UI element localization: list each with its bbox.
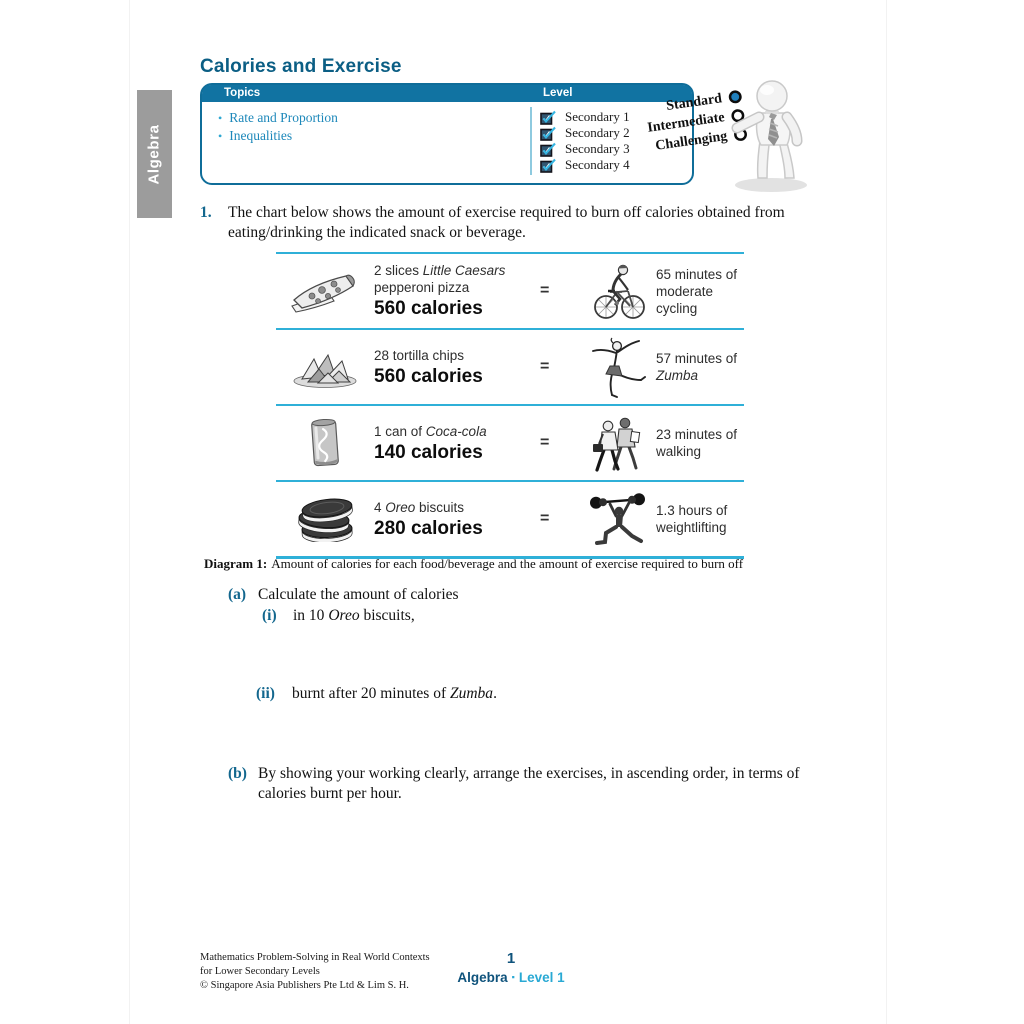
exercise-line2 — [656, 283, 744, 317]
exercise-line1: 1.3 hours of — [656, 503, 728, 518]
diagram-caption — [204, 556, 743, 572]
calorie-value: 280 calories — [374, 517, 483, 539]
equals-sign: = — [540, 434, 550, 451]
level-label: Secondary 3 — [565, 141, 630, 156]
topic-label: Rate and Proportion — [229, 110, 338, 125]
food-text: biscuits — [415, 499, 465, 515]
part-a-text: Calculate the amount of calories — [258, 586, 459, 603]
food-icon-cell — [276, 414, 374, 472]
food-name — [374, 347, 540, 364]
topics-header: Topics — [224, 87, 261, 99]
question-intro: The chart below shows the amount of exercise required to burn off calories obtained from eating/drinking the indicated snack or beverage. — [228, 204, 785, 241]
food-icon-cell — [276, 268, 374, 314]
footer-level: Level 1 — [518, 970, 565, 985]
exercise-description — [656, 502, 744, 536]
box-header-bar — [202, 85, 692, 102]
part-a-ii-text — [292, 684, 497, 704]
food-icon-cell — [276, 345, 374, 389]
imprint-line: Mathematics Problem-Solving in Real World Contexts — [200, 952, 430, 963]
oreo-icon — [291, 496, 359, 542]
footer-center — [400, 950, 622, 985]
food-description — [374, 347, 540, 388]
exercise-line2 — [656, 443, 744, 460]
sidebar-tab-algebra — [137, 90, 172, 218]
food-name-line2: pepperoni pizza — [374, 280, 470, 295]
page-title: Calories and Exercise — [200, 56, 402, 77]
exercise-description — [656, 426, 744, 460]
level-label: Secondary 2 — [565, 125, 630, 140]
food-text: 1 can of — [374, 423, 426, 439]
difficulty-label: Challenging — [654, 128, 729, 154]
exercise-icon-cell — [578, 336, 656, 398]
diagram-caption-text: Amount of calories for each food/beverage and the amount of exercise required to burn off — [271, 556, 744, 571]
square-bullet-icon: ▪ — [511, 972, 515, 982]
part-text: in 10 — [293, 607, 329, 624]
food-description — [374, 499, 540, 540]
checked-checkbox-icon — [540, 110, 556, 125]
food-icon-cell — [276, 496, 374, 542]
part-text: . — [493, 685, 497, 702]
footer-breadcrumb — [400, 970, 622, 985]
part-b-label: (b) — [228, 765, 247, 782]
level-header: Level — [543, 87, 573, 99]
food-description — [374, 423, 540, 464]
question-number: 1. — [200, 204, 212, 221]
cycling-icon — [586, 261, 648, 321]
food-brand: Coca-cola — [425, 423, 487, 439]
food-name — [374, 499, 540, 516]
part-text-italic: Oreo — [328, 607, 360, 624]
figurine-icon — [727, 77, 812, 195]
diagram-row-cola — [276, 406, 744, 482]
part-text-italic: Zumba — [449, 685, 494, 702]
part-text: biscuits, — [359, 607, 415, 624]
topic-label: Inequalities — [229, 128, 293, 143]
weightlifting-icon — [586, 490, 648, 548]
calorie-value: 560 calories — [374, 365, 483, 387]
calorie-exercise-diagram — [276, 252, 744, 559]
zumba-icon — [588, 336, 646, 398]
imprint — [200, 951, 430, 993]
food-text: 2 slices — [374, 263, 423, 278]
walking-icon — [587, 414, 647, 472]
diagram-row-chips — [276, 330, 744, 406]
page-edge-right — [886, 0, 887, 1024]
imprint-line: © Singapore Asia Publishers Pte Ltd & Lim S. H. — [200, 980, 409, 991]
calorie-value: 140 calories — [374, 441, 483, 463]
exercise-icon-cell — [578, 490, 656, 548]
calorie-value: 560 calories — [374, 298, 483, 319]
food-text: 4 — [374, 499, 386, 515]
page-number: 1 — [506, 950, 516, 967]
food-name — [374, 423, 540, 440]
pizza-icon — [290, 268, 360, 314]
equals-sign: = — [540, 282, 550, 299]
footer-section: Algebra — [457, 970, 508, 985]
equals-sign: = — [540, 510, 550, 527]
exercise-description — [656, 266, 744, 317]
exercise-description — [656, 350, 744, 384]
part-a-label: (a) — [228, 586, 247, 603]
tortilla-chips-icon — [290, 345, 360, 389]
diagram-row-oreo — [276, 482, 744, 559]
level-label: Secondary 1 — [565, 109, 630, 124]
diagram-caption-label: Diagram 1: — [204, 556, 268, 571]
diagram-row-pizza — [276, 254, 744, 330]
food-text: 28 tortilla chips — [374, 347, 465, 363]
imprint-line: for Lower Secondary Levels — [200, 965, 320, 977]
topic-item — [218, 127, 338, 145]
exercise-line2 — [656, 519, 744, 536]
cola-can-icon — [304, 414, 346, 472]
bullet-icon: • — [218, 129, 223, 143]
exercise-text: moderate cycling — [656, 283, 714, 316]
part-a-i-label: (i) — [262, 607, 277, 624]
part-a-i-text — [293, 606, 415, 626]
difficulty-label: Intermediate — [646, 109, 726, 136]
food-description — [374, 262, 540, 320]
food-brand: Little Caesars — [422, 263, 506, 278]
exercise-text-italic: Zumba — [656, 368, 699, 383]
exercise-line1: 23 minutes of — [656, 427, 738, 442]
exercise-icon-cell — [578, 414, 656, 472]
exercise-line1: 57 minutes of — [656, 351, 738, 366]
checked-checkbox-icon — [540, 126, 556, 141]
checked-checkbox-icon — [540, 158, 556, 173]
exercise-line1: 65 minutes of — [656, 266, 738, 282]
topics-list — [218, 109, 338, 145]
part-a-ii-label: (ii) — [256, 685, 275, 702]
part-text: burnt after 20 minutes of — [292, 685, 450, 702]
bullet-icon: • — [218, 111, 223, 125]
sidebar-tab-label: Algebra — [146, 123, 163, 185]
exercise-icon-cell — [578, 261, 656, 321]
food-name — [374, 262, 540, 279]
exercise-line2 — [656, 367, 744, 384]
equals-sign: = — [540, 358, 550, 375]
exercise-text: walking — [656, 444, 702, 459]
exercise-text: weightlifting — [656, 520, 727, 535]
topic-item — [218, 109, 338, 127]
food-brand: Oreo — [385, 499, 416, 515]
column-divider — [530, 107, 532, 175]
level-label: Secondary 4 — [565, 157, 630, 172]
part-b-text: By showing your working clearly, arrange the exercises, in ascending order, in terms of calories burnt per hour. — [258, 765, 800, 802]
difficulty-label: Standard — [665, 90, 723, 114]
page-edge-left — [129, 0, 130, 1024]
checked-checkbox-icon — [540, 142, 556, 157]
